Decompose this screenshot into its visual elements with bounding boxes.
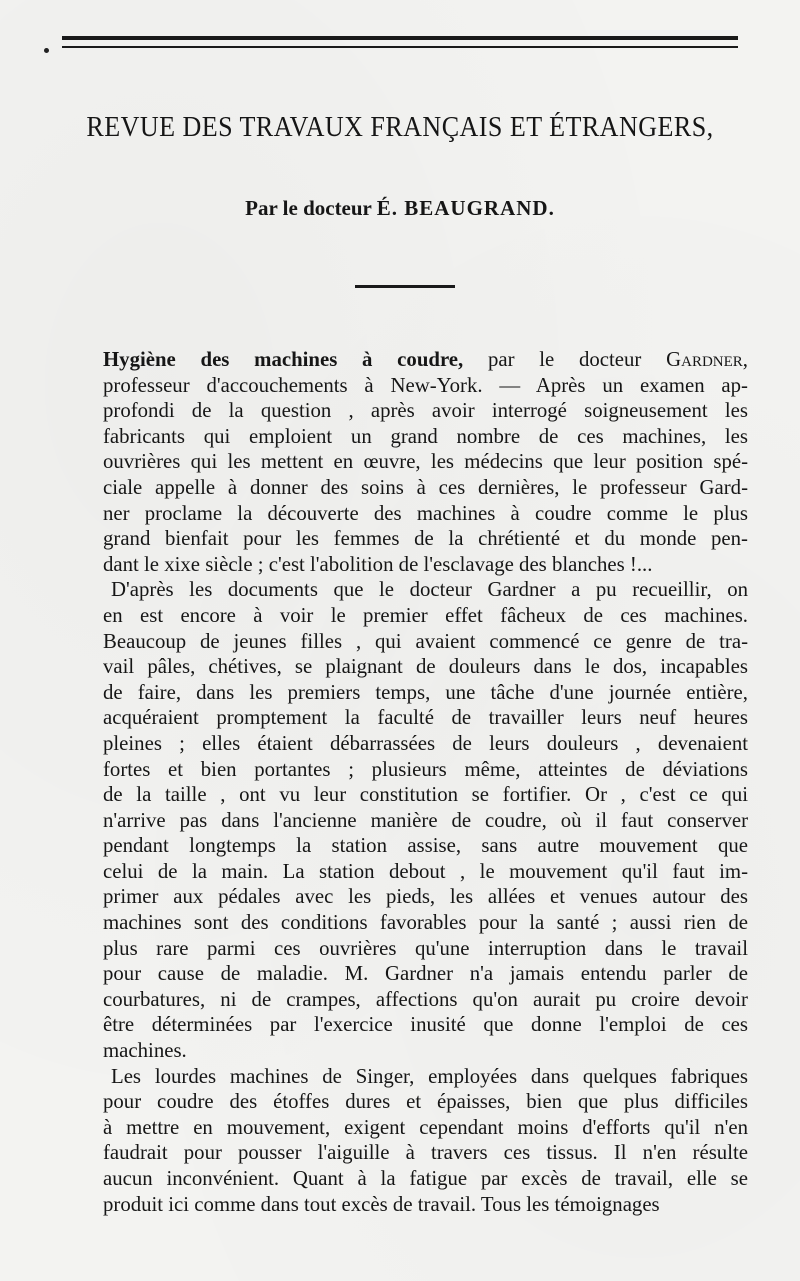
text-line <box>103 424 748 450</box>
text-line <box>103 1140 748 1166</box>
header-rule-thin <box>62 46 738 48</box>
text-line <box>103 782 748 808</box>
line-text: fabricants qui emploient un grand nombre de ces machines, les <box>103 424 748 448</box>
line-text: courbatures, ni de crampes, affections qu'on aurait pu croire devoir <box>103 987 748 1011</box>
text-line <box>103 1166 748 1192</box>
text-line <box>103 347 748 373</box>
margin-mark <box>44 48 49 53</box>
text-line <box>103 1192 748 1218</box>
line-text: de faire, dans les premiers temps, une tâche d'une journée entière, <box>103 680 748 704</box>
header-rule-thick <box>62 36 738 40</box>
page-title: REVUE DES TRAVAUX FRANÇAIS ET ÉTRANGERS, <box>86 112 714 143</box>
text-line <box>103 808 748 834</box>
text-line <box>103 449 748 475</box>
text-line <box>103 1115 748 1141</box>
line-text: machines sont des conditions favorables pour la santé ; aussi rien de <box>103 911 748 935</box>
text-line <box>103 501 748 527</box>
line-text: ciale appelle à donner des soins à ces dernières, le professeur Gard- <box>103 475 748 499</box>
line-text: ouvrières qui les mettent en œuvre, les médecins que leur position spé- <box>103 450 748 474</box>
line-text: fortes et bien portantes ; plusieurs même, atteintes de déviations <box>103 757 748 781</box>
byline-author: É. BEAUGRAND. <box>376 196 555 220</box>
line-text: en est encore à voir le premier effet fâcheux de ces machines. <box>103 603 748 627</box>
line-text: pour coudre des étoffes dures et épaisses, bien que plus difficiles <box>103 1090 748 1114</box>
text-line <box>103 910 748 936</box>
text-line <box>103 859 748 885</box>
text-line <box>103 629 748 655</box>
line-text: vail pâles, chétives, se plaignant de douleurs dans le dos, incapables <box>103 655 748 679</box>
article-body <box>103 347 748 1217</box>
text-line <box>103 705 748 731</box>
text-line <box>103 526 748 552</box>
line-text: Beaucoup de jeunes filles , qui avaient commencé ce genre de tra- <box>103 629 748 653</box>
line-text: acquéraient promptement la faculté de travailler leurs neuf heures <box>103 706 748 730</box>
text-line <box>103 654 748 680</box>
line-text: plus rare parmi ces ouvrières qu'une interruption dans le travail <box>103 936 748 960</box>
text-line <box>103 961 748 987</box>
text-line <box>103 603 748 629</box>
line-text: pleines ; elles étaient débarrassées de leurs douleurs , devenaient <box>103 731 748 755</box>
text-line <box>103 884 748 910</box>
text-line <box>103 680 748 706</box>
line-text: n'arrive pas dans l'ancienne manière de coudre, où il faut conserver <box>103 808 748 832</box>
text-line <box>103 398 748 424</box>
line-text: faudrait pour pousser l'aiguille à travers ces tissus. Il n'en résulte <box>103 1141 748 1165</box>
line-text: D'après les documents que le docteur Gardner a pu recueillir, on <box>111 578 748 602</box>
text-line <box>103 577 748 603</box>
text-line <box>103 833 748 859</box>
text-line <box>103 731 748 757</box>
text-line <box>103 1012 748 1038</box>
line-text: professeur d'accouchements à New-York. — Après un examen ap- <box>103 373 748 397</box>
line-text: dant le xixe siècle ; c'est l'abolition de l'esclavage des blanches !... <box>103 552 653 576</box>
byline-prefix: Par le docteur <box>245 196 372 220</box>
line-text: grand bienfait pour les femmes de la chrétienté et du monde pen- <box>103 527 748 551</box>
text-line <box>103 373 748 399</box>
line-text: être déterminées par l'exercice inusité que donne l'emploi de ces <box>103 1013 748 1037</box>
title-separator-rule <box>355 285 455 288</box>
text-line <box>103 552 748 578</box>
line-text: pendant longtemps la station assise, sans autre mouvement que <box>103 834 748 858</box>
line-text: ner proclame la découverte des machines à coudre comme le plus <box>103 501 748 525</box>
line-text: primer aux pédales avec les pieds, les allées et venues autour des <box>103 885 748 909</box>
line-text: de la taille , ont vu leur constitution se fortifier. Or , c'est ce qui <box>103 783 748 807</box>
byline <box>62 196 738 221</box>
line-text: Les lourdes machines de Singer, employées dans quelques fabriques <box>111 1064 748 1088</box>
text-line <box>103 936 748 962</box>
line-text: par le docteur <box>463 348 667 371</box>
line-text: produit ici comme dans tout excès de travail. Tous les témoignages <box>103 1192 660 1216</box>
line-text: celui de la main. La station debout , le mouvement qu'il faut im- <box>103 859 748 883</box>
line-text: à mettre en mouvement, exigent cependant moins d'efforts qu'il n'en <box>103 1115 748 1139</box>
line-text: machines. <box>103 1039 187 1063</box>
section-lead-heading: Hygiène des machines à coudre, <box>103 348 464 371</box>
author-name-smallcaps: Gardner, <box>666 348 748 371</box>
line-text: profondi de la question , après avoir interrogé soigneusement les <box>103 399 748 423</box>
text-line <box>103 1089 748 1115</box>
text-line <box>103 1038 748 1064</box>
text-line <box>103 987 748 1013</box>
text-line <box>103 1064 748 1090</box>
line-text: pour cause de maladie. M. Gardner n'a jamais entendu parler de <box>103 962 748 986</box>
text-line <box>103 475 748 501</box>
text-line <box>103 757 748 783</box>
line-text: aucun inconvénient. Quant à la fatigue par excès de travail, elle se <box>103 1167 748 1190</box>
